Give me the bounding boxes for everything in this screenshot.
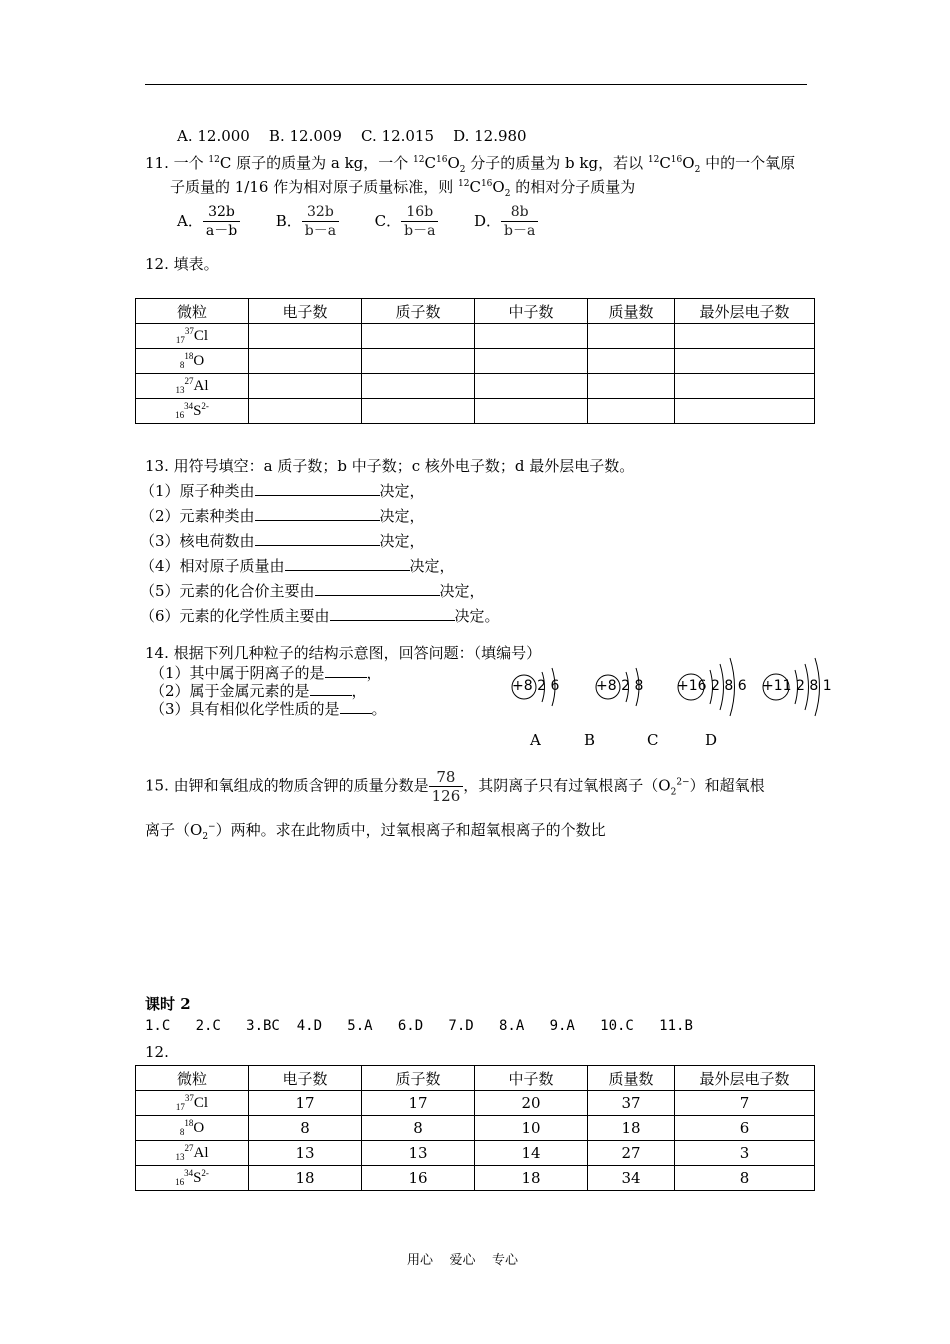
answer-blank[interactable]	[315, 581, 440, 596]
particle-symbol: $_{16}^{34}S^{2-}$	[136, 399, 249, 424]
q14-item: （2）属于金属元素的是 ，	[150, 682, 367, 700]
table-row	[136, 1141, 815, 1166]
q13-item: （5）元素的化合价主要由 决定，	[140, 582, 485, 600]
header-cell: 质子数	[362, 299, 475, 324]
q13-title: 13. 用符号填空：a 质子数；b 中子数；c 核外电子数；d 最外层电子数。	[145, 457, 635, 475]
blank-cell[interactable]	[588, 349, 675, 374]
table-header-row	[136, 299, 815, 324]
q12-table	[135, 298, 815, 424]
atom-a-caption: A	[530, 731, 541, 749]
q10-options: A. 12.000 B. 12.009 C. 12.015 D. 12.980	[177, 127, 527, 145]
q11-option-b: B． $\frac{32b}{b-a}$	[276, 212, 339, 230]
table-row	[136, 349, 815, 374]
value-cell: 13	[362, 1141, 475, 1166]
blank-cell[interactable]	[249, 349, 362, 374]
page-footer: 用心 爱心 专心	[407, 1253, 519, 1268]
particle-symbol: $_{17}^{37}$Cl	[136, 1091, 249, 1116]
value-cell: 18	[588, 1116, 675, 1141]
value-cell: 6	[675, 1116, 815, 1141]
value-cell: 8	[249, 1116, 362, 1141]
value-cell: 10	[475, 1116, 588, 1141]
answer-blank[interactable]	[255, 481, 380, 496]
answer-blank[interactable]	[310, 681, 352, 696]
atom-c-label: +16 2 8 6	[677, 678, 747, 694]
atom-d-label: +11 2 8 1	[762, 678, 832, 694]
table-row	[136, 324, 815, 349]
table-header-row	[136, 1066, 815, 1091]
particle-symbol: $_8^{18}$O	[136, 1116, 249, 1141]
q13-item: （4）相对原子质量由 决定，	[140, 557, 455, 575]
value-cell: 17	[249, 1091, 362, 1116]
value-cell: 16	[362, 1166, 475, 1191]
q11-line2: 子质量的 1/16 作为相对原子质量标准，则 $^{12}C^{16}O_2$ 的相对分子质量为	[170, 178, 636, 199]
blank-cell[interactable]	[475, 324, 588, 349]
blank-cell[interactable]	[475, 399, 588, 424]
q13-item: （6）元素的化学性质主要由 决定。	[140, 607, 500, 625]
value-cell: 7	[675, 1091, 815, 1116]
value-cell: 34	[588, 1166, 675, 1191]
header-cell: 最外层电子数	[675, 1066, 815, 1091]
particle-symbol: $_{13}^{27}$Al	[136, 374, 249, 399]
particle-symbol: $_{13}^{27}$Al	[136, 1141, 249, 1166]
answer-blank[interactable]	[325, 663, 367, 678]
q13-item: （2）元素种类由 决定，	[140, 507, 425, 525]
q15-line2: 离子$(O_2^-)$两种。求在此物质中，过氧根离子和超氧根离子的个数比	[145, 821, 606, 842]
blank-cell[interactable]	[249, 399, 362, 424]
header-cell: 微粒	[136, 1066, 249, 1091]
q11-option-a: A． $\frac{32b}{a-b}$	[177, 212, 240, 230]
particle-symbol: $_{17}^{37}$Cl	[136, 324, 249, 349]
q13-item: （3）核电荷数由 决定，	[140, 532, 425, 550]
table-row	[136, 399, 815, 424]
blank-cell[interactable]	[675, 374, 815, 399]
blank-cell[interactable]	[675, 399, 815, 424]
answers-heading: 课时 2	[145, 995, 191, 1013]
value-cell: 8	[362, 1116, 475, 1141]
q11-options	[177, 203, 538, 240]
blank-cell[interactable]	[588, 324, 675, 349]
table-row	[136, 1091, 815, 1116]
q11-option-c: C． $\frac{16b}{b-a}$	[375, 212, 439, 230]
header-cell: 最外层电子数	[675, 299, 815, 324]
value-cell: 20	[475, 1091, 588, 1116]
header-cell: 中子数	[475, 1066, 588, 1091]
value-cell: 18	[475, 1166, 588, 1191]
particle-symbol: $_8^{18}$O	[136, 349, 249, 374]
value-cell: 3	[675, 1141, 815, 1166]
q14-item: （1）其中属于阴离子的是 ，	[150, 664, 382, 682]
atom-b-label: +8 2 8	[596, 678, 644, 694]
header-cell: 微粒	[136, 299, 249, 324]
table-row	[136, 1166, 815, 1191]
atom-c-caption: C	[647, 731, 659, 749]
atom-a-label: +8 2 6	[512, 678, 560, 694]
q12-answer-label: 12.	[145, 1043, 169, 1061]
particle-symbol: $_{16}^{34}S^{2-}$	[136, 1166, 249, 1191]
table-row	[136, 1116, 815, 1141]
blank-cell[interactable]	[675, 349, 815, 374]
atom-b-caption: B	[584, 731, 596, 749]
blank-cell[interactable]	[675, 324, 815, 349]
q11-option-d: D． $\frac{8b}{b-a}$	[474, 212, 538, 230]
q11-line1: 11. 一个 $^{12}$C 原子的质量为 a kg，一个 $^{12}C^{16}O_2$ 分子的质量为 b kg，若以 $^{12}C^{16}O_2$ 中的一个氧原	[145, 154, 796, 175]
blank-cell[interactable]	[362, 374, 475, 399]
value-cell: 17	[362, 1091, 475, 1116]
q14-title: 14. 根据下列几种粒子的结构示意图，回答问题：（填编号）	[145, 644, 542, 662]
q12-title: 12. 填表。	[145, 255, 219, 273]
blank-cell[interactable]	[588, 374, 675, 399]
header-cell: 中子数	[475, 299, 588, 324]
blank-cell[interactable]	[249, 374, 362, 399]
blank-cell[interactable]	[475, 374, 588, 399]
atom-d-caption: D	[705, 731, 718, 749]
answer-blank[interactable]	[255, 506, 380, 521]
q15-line1: 15. 由钾和氧组成的物质含钾的质量分数是 $\frac{78}{126}$ ，其阴离子只有过氧根离子$(O_2^{2-})$和超氧根	[145, 768, 765, 805]
header-rule	[145, 84, 807, 85]
value-cell: 37	[588, 1091, 675, 1116]
blank-cell[interactable]	[475, 349, 588, 374]
value-cell: 8	[675, 1166, 815, 1191]
value-cell: 14	[475, 1141, 588, 1166]
header-cell: 电子数	[249, 1066, 362, 1091]
blank-cell[interactable]	[362, 324, 475, 349]
answer-blank[interactable]	[340, 699, 372, 714]
blank-cell[interactable]	[362, 399, 475, 424]
value-cell: 13	[249, 1141, 362, 1166]
answer-blank[interactable]	[285, 556, 410, 571]
header-cell: 电子数	[249, 299, 362, 324]
blank-cell[interactable]	[249, 324, 362, 349]
header-cell: 质量数	[588, 299, 675, 324]
answer-blank[interactable]	[330, 606, 455, 621]
blank-cell[interactable]	[362, 349, 475, 374]
mc-answers: 1.C 2.C 3.BC 4.D 5.A 6.D 7.D 8.A 9.A 10.C 11.B	[145, 1018, 693, 1034]
q13-item: （1）原子种类由 决定，	[140, 482, 425, 500]
answer-blank[interactable]	[255, 531, 380, 546]
value-cell: 27	[588, 1141, 675, 1166]
q14-item: （3）具有相似化学性质的是 。	[150, 700, 387, 718]
blank-cell[interactable]	[588, 399, 675, 424]
q12-answer-table	[135, 1065, 815, 1191]
value-cell: 18	[249, 1166, 362, 1191]
header-cell: 质量数	[588, 1066, 675, 1091]
table-row	[136, 374, 815, 399]
header-cell: 质子数	[362, 1066, 475, 1091]
